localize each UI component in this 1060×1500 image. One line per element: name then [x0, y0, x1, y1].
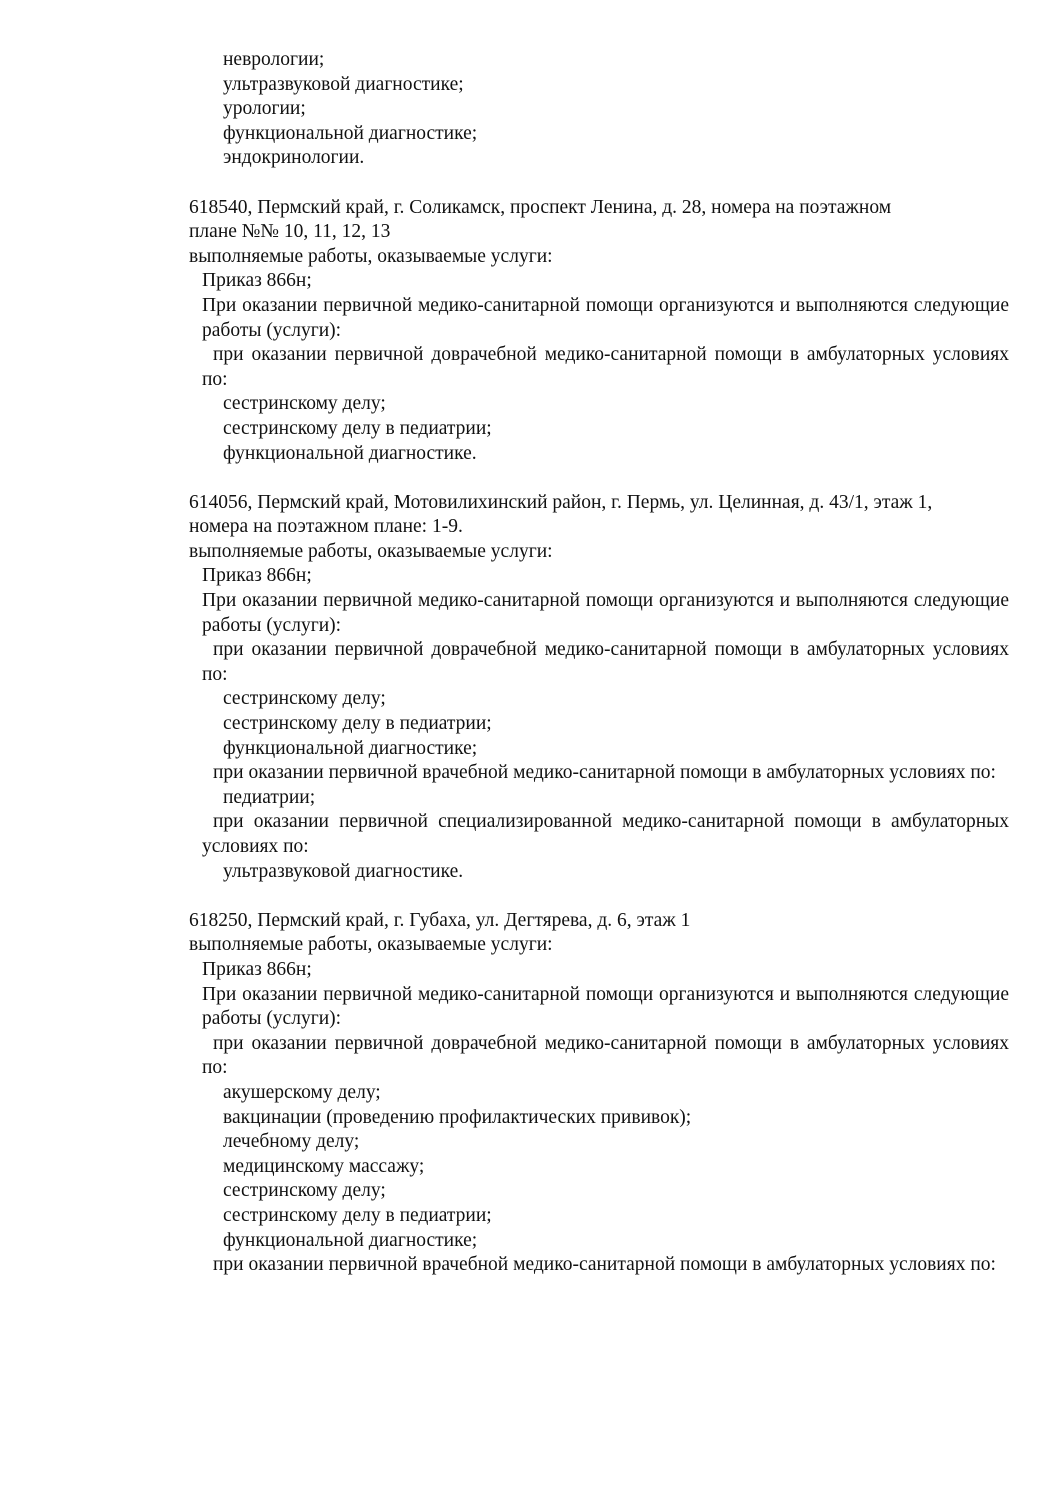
- list-item: вакцинации (проведению профилактических прививок);: [223, 1106, 692, 1128]
- intro-paragraph: При оказании первичной медико-санитарной помощи организуются и выполняются следующие работы (услуги):: [202, 294, 1009, 341]
- order-ref: Приказ 866н;: [202, 565, 312, 587]
- list-item: сестринскому делу в педиатрии;: [223, 417, 492, 439]
- address-line: 618250, Пермский край, г. Губаха, ул. Дегтярева, д. 6, этаж 1: [189, 909, 691, 931]
- section-heading: при оказании первичной доврачебной медико-санитарной помощи в амбулаторных условиях по:: [202, 639, 1009, 685]
- list-item: ультразвуковой диагностике;: [223, 73, 464, 95]
- list-item: функциональной диагностике;: [223, 1229, 478, 1251]
- list-item: лечебному делу;: [223, 1131, 360, 1153]
- works-label: выполняемые работы, оказываемые услуги:: [189, 245, 553, 267]
- order-ref: Приказ 866н;: [202, 958, 312, 980]
- order-ref: Приказ 866н;: [202, 270, 312, 292]
- intro-paragraph: При оказании первичной медико-санитарной помощи организуются и выполняются следующие работы (услуги):: [202, 983, 1009, 1030]
- list-item: ультразвуковой диагностике.: [223, 860, 464, 882]
- list-item: акушерскому делу;: [223, 1081, 381, 1103]
- address-line: 614056, Пермский край, Мотовилихинский район, г. Пермь, ул. Целинная, д. 43/1, этаж 1,: [189, 491, 933, 513]
- works-label: выполняемые работы, оказываемые услуги:: [189, 540, 553, 562]
- section-heading: при оказании первичной доврачебной медико-санитарной помощи в амбулаторных условиях по:: [202, 1032, 1009, 1079]
- list-item: медицинскому массажу;: [223, 1155, 425, 1177]
- list-item: урологии;: [223, 98, 306, 120]
- address-block: [189, 196, 1009, 467]
- section-heading: при оказании первичной врачебной медико-санитарной помощи в амбулаторных условиях по:: [213, 762, 996, 784]
- section-heading: при оказании первичной врачебной медико-санитарной помощи в амбулаторных условиях по:: [213, 1254, 996, 1276]
- intro-paragraph: При оказании первичной медико-санитарной помощи организуются и выполняются следующие работы (услуги):: [202, 590, 1009, 636]
- address-line: номера на поэтажном плане: 1-9.: [189, 516, 463, 538]
- address-block: [189, 491, 1009, 885]
- section-heading: при оказании первичной специализированной медико-санитарной помощи в амбулаторных условиях по:: [202, 811, 1009, 857]
- list-item: эндокринологии.: [223, 147, 365, 169]
- list-item: неврологии;: [223, 49, 325, 70]
- intro-list: [189, 48, 1009, 171]
- address-block: [189, 909, 1009, 1278]
- list-item: функциональной диагностике;: [223, 122, 478, 144]
- address-line: 618540, Пермский край, г. Соликамск, проспект Ленина, д. 28, номера на поэтажном: [189, 196, 892, 218]
- list-item: функциональной диагностике;: [223, 737, 478, 759]
- list-item: сестринскому делу;: [223, 1180, 386, 1202]
- address-line: плане №№ 10, 11, 12, 13: [189, 221, 391, 243]
- document-page: [189, 48, 1009, 1278]
- works-label: выполняемые работы, оказываемые услуги:: [189, 934, 553, 956]
- list-item: сестринскому делу в педиатрии;: [223, 1204, 492, 1226]
- list-item: педиатрии;: [223, 786, 316, 808]
- list-item: сестринскому делу;: [223, 688, 386, 710]
- list-item: сестринскому делу;: [223, 393, 386, 415]
- list-item: сестринскому делу в педиатрии;: [223, 713, 492, 735]
- list-item: функциональной диагностике.: [223, 442, 477, 464]
- section-heading: при оказании первичной доврачебной медико-санитарной помощи в амбулаторных условиях по:: [202, 344, 1009, 390]
